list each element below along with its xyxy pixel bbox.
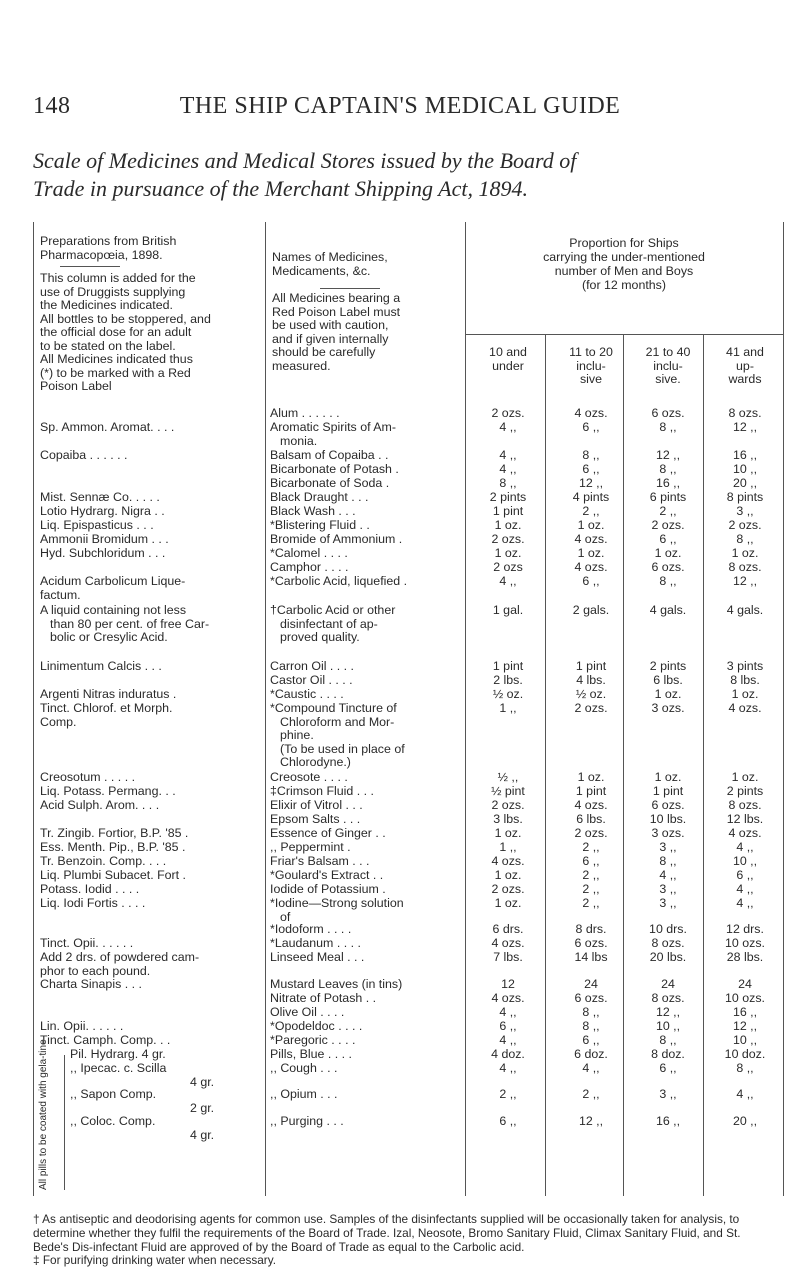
- names-header-line: measured.: [272, 358, 331, 373]
- quantity-cell: 2 ,,: [582, 504, 600, 518]
- quantity-cell: 2 pints: [649, 659, 687, 673]
- quantity-cell: 4 ,,: [659, 868, 677, 882]
- quantity-cell: 2 pints: [489, 490, 527, 504]
- quantity-cell: 4 ozs.: [491, 854, 525, 868]
- medicine-name-cell: of: [280, 909, 291, 924]
- quantity-cell: 1 oz.: [577, 770, 605, 784]
- quantity-cell: 3 ,,: [659, 882, 677, 896]
- medicine-name-cell: monia.: [280, 433, 318, 448]
- quantity-cell: 2 ,,: [582, 896, 600, 910]
- quantity-cell: 10 ozs.: [725, 936, 765, 950]
- medicine-name-cell: Mustard Leaves (in tins): [270, 977, 403, 991]
- quantity-cell: 2 lbs.: [493, 673, 523, 687]
- quantity-cell: 8 ,,: [582, 1005, 600, 1019]
- title-line-2: Trade in pursuance of the Merchant Shipping Act, 1894.: [33, 176, 528, 201]
- quantity-cell: 3 lbs.: [493, 812, 523, 826]
- quantity-cell: 12 ,,: [732, 574, 758, 588]
- medicine-name-cell: *Laudanum . . . .: [270, 936, 361, 950]
- crew-size-header: 10 and: [489, 345, 527, 359]
- medicine-name-cell: Epsom Salts . . .: [270, 812, 361, 826]
- running-head: [0, 93, 800, 120]
- quantity-cell: 28 lbs.: [726, 950, 764, 964]
- crew-size-header: 21 to 40: [645, 345, 691, 359]
- medicine-name-cell: *Opodeldoc . . . .: [270, 1019, 363, 1033]
- quantity-cell: 6 drs.: [492, 922, 524, 936]
- quantity-cell: 1 oz.: [577, 518, 605, 532]
- preparation-cell: Acidum Carbolicum Lique-: [40, 574, 186, 588]
- medicine-name-cell: Carron Oil . . . .: [270, 659, 354, 673]
- preparation-cell: ,, Sapon Comp.: [70, 1087, 157, 1101]
- quantity-cell: 6 ozs.: [651, 406, 685, 420]
- quantity-cell: 4 ,,: [736, 882, 754, 896]
- quantity-cell: 6 ,,: [736, 868, 754, 882]
- preparation-cell: ,, Ipecac. c. Scilla: [70, 1061, 167, 1075]
- preparations-header-line: use of Druggists supplying: [40, 284, 186, 299]
- preparation-cell: Lin. Opii. . . . . .: [40, 1019, 124, 1033]
- quantity-cell: 1 oz.: [494, 896, 522, 910]
- quantity-cell: 10 ozs.: [725, 991, 765, 1005]
- preparations-header-line: Preparations from British: [40, 234, 177, 248]
- table-rule-vertical: [33, 222, 34, 1196]
- quantity-cell: 2 ,,: [659, 504, 677, 518]
- quantity-cell: 12 lbs.: [726, 812, 764, 826]
- names-header-line: Medicaments, &c.: [272, 263, 371, 278]
- quantity-cell: 1 oz.: [731, 546, 759, 560]
- proportion-header-line: carrying the under-mentioned: [543, 250, 705, 264]
- medicine-name-cell: Bromide of Ammonium .: [270, 532, 403, 546]
- medicine-name-cell: Aromatic Spirits of Am-: [270, 420, 396, 434]
- quantity-cell: 1 oz.: [654, 770, 682, 784]
- medicine-name-cell: Chloroform and Mor-: [280, 714, 395, 729]
- quantity-cell: 2 ozs.: [491, 882, 525, 896]
- medicine-name-cell: disinfectant of ap-: [280, 616, 378, 631]
- table-rule-vertical: [465, 222, 466, 1196]
- quantity-cell: 2 ,,: [582, 882, 600, 896]
- quantity-cell: 6 ,,: [499, 1114, 517, 1128]
- medicine-name-cell: phine.: [280, 728, 314, 743]
- quantity-cell: 8 ozs.: [651, 936, 685, 950]
- quantity-cell: 4 gals.: [726, 603, 764, 617]
- quantity-cell: 6 lbs.: [653, 673, 683, 687]
- medicine-name-cell: *Paregoric . . . .: [270, 1033, 356, 1047]
- quantity-cell: 1 pint: [492, 659, 524, 673]
- title-line-1: Scale of Medicines and Medical Stores issued by the Board of: [33, 148, 577, 173]
- quantity-cell: 3 ,,: [736, 504, 754, 518]
- proportion-header-line: Proportion for Ships: [569, 236, 679, 250]
- crew-size-header: 41 and: [726, 345, 764, 359]
- quantity-cell: 4 ,,: [499, 1033, 517, 1047]
- quantity-cell: 8 ,,: [582, 448, 600, 462]
- preparations-header-line: the official dose for an adult: [40, 325, 192, 339]
- quantity-cell: 8 drs.: [575, 922, 607, 936]
- header-underline: [60, 266, 120, 267]
- names-header-line: Names of Medicines,: [272, 250, 388, 264]
- preparation-cell: phor to each pound.: [40, 963, 151, 978]
- preparation-cell: Liq. Potass. Permang. . .: [40, 784, 176, 798]
- medicine-name-cell: (To be used in place of: [280, 741, 405, 756]
- quantity-cell: 3 ozs.: [651, 701, 685, 715]
- quantity-cell: 8 ,,: [659, 1033, 677, 1047]
- quantity-cell: 4 ,,: [499, 448, 517, 462]
- quantity-cell: 1 gal.: [492, 603, 524, 617]
- names-header-line: should be carefully: [272, 345, 376, 359]
- medicine-name-cell: *Caustic . . . .: [270, 687, 344, 701]
- quantity-cell: 1 pint: [575, 659, 607, 673]
- quantity-cell: 4 ,,: [499, 574, 517, 588]
- quantity-cell: 8 ozs.: [728, 406, 762, 420]
- preparations-header-line: This column is added for the: [40, 271, 196, 285]
- crew-size-header: sive.: [655, 372, 681, 386]
- quantity-cell: 1 oz.: [494, 868, 522, 882]
- quantity-cell: 12 ,,: [732, 1019, 758, 1033]
- quantity-cell: 4 ozs.: [574, 532, 608, 546]
- quantity-cell: 8 ,,: [582, 1019, 600, 1033]
- crew-size-header: inclu-: [653, 358, 683, 373]
- medicine-name-cell: *Iodine—Strong solution: [270, 896, 404, 910]
- names-header-line: All Medicines bearing a: [272, 291, 401, 305]
- crew-size-header: wards: [728, 372, 762, 386]
- quantity-cell: 1 oz.: [494, 826, 522, 840]
- quantity-cell: 16 ,,: [732, 448, 758, 462]
- pill-coating-note: All pills to be coated with gela-tine: [38, 1039, 49, 1190]
- quantity-cell: 6 ozs.: [651, 560, 685, 574]
- header-underline: [320, 288, 380, 289]
- quantity-cell: 6 doz.: [574, 1047, 608, 1061]
- preparations-header-line: All Medicines indicated thus: [40, 352, 193, 366]
- quantity-cell: 1 ,,: [499, 701, 517, 715]
- preparation-cell: 4 gr.: [190, 1074, 215, 1089]
- quantity-cell: 8 pints: [726, 490, 764, 504]
- preparation-cell: Creosotum . . . . .: [40, 770, 136, 784]
- quantity-cell: 4 lbs.: [576, 673, 606, 687]
- medicine-name-cell: Black Wash . . .: [270, 504, 356, 518]
- preparation-cell: A liquid containing not less: [40, 603, 187, 617]
- preparations-header-line: Poison Label: [40, 379, 112, 393]
- medicine-name-cell: Linseed Meal . . .: [270, 950, 365, 964]
- quantity-cell: 10 ,,: [732, 462, 758, 476]
- quantity-cell: 12: [501, 977, 515, 991]
- quantity-cell: 2 ozs.: [491, 532, 525, 546]
- medicine-name-cell: Bicarbonate of Soda .: [270, 476, 390, 490]
- quantity-cell: 4 ozs.: [728, 701, 762, 715]
- quantity-cell: 2 ,,: [582, 868, 600, 882]
- pill-brace: [64, 1055, 65, 1190]
- quantity-cell: 8 ,,: [736, 1061, 754, 1075]
- quantity-cell: 10 ,,: [732, 854, 758, 868]
- quantity-cell: 6 ozs.: [574, 991, 608, 1005]
- medicine-name-cell: †Carbolic Acid or other: [270, 603, 396, 617]
- medicine-name-cell: ,, Peppermint .: [270, 840, 351, 854]
- quantity-cell: 12 ,,: [578, 476, 604, 490]
- quantity-cell: 10 ,,: [655, 1019, 681, 1033]
- crew-size-header: 11 to 20: [569, 345, 613, 359]
- quantity-cell: 10 drs.: [649, 922, 687, 936]
- quantity-cell: 2 ozs.: [574, 826, 608, 840]
- medicine-name-cell: Chlorodyne.): [280, 755, 351, 770]
- quantity-cell: 2 ,,: [582, 1087, 600, 1101]
- quantity-cell: 1 oz.: [654, 687, 682, 701]
- quantity-cell: 24: [661, 977, 675, 991]
- quantity-cell: 8 ozs.: [728, 560, 762, 574]
- preparation-cell: Pil. Hydrarg. 4 gr.: [70, 1047, 166, 1061]
- quantity-cell: 20 ,,: [732, 476, 758, 490]
- quantity-cell: 4 ,,: [499, 462, 517, 476]
- preparation-cell: than 80 per cent. of free Car-: [50, 616, 210, 631]
- quantity-cell: ½ ,,: [497, 770, 519, 784]
- quantity-cell: 8 ,,: [659, 574, 677, 588]
- quantity-cell: 1 pint: [652, 784, 684, 798]
- preparation-cell: Ammonii Bromidum . . .: [40, 532, 169, 546]
- quantity-cell: 2 pints: [726, 784, 764, 798]
- quantity-cell: 12 drs.: [726, 922, 764, 936]
- quantity-cell: ½ oz.: [575, 687, 607, 701]
- quantity-cell: 8 ,,: [659, 462, 677, 476]
- quantity-cell: 6 ,,: [582, 574, 600, 588]
- quantity-cell: 8 ,,: [659, 854, 677, 868]
- preparation-cell: Add 2 drs. of powdered cam-: [40, 950, 200, 964]
- quantity-cell: 6 ,,: [582, 1033, 600, 1047]
- quantity-cell: 12 ,,: [655, 1005, 681, 1019]
- footnote-disinfectants: † As antiseptic and deodorising agents for common use. Samples of the disinfectants supplied will be occasionally taken for analysis, to determine whether they fulfil the requirements of the Board of Trade. Izal, Neosote, Bromo Sanitary Fluid, Climax Sanitary Fluid, and St. Bede's Dis-infectant Fluid are approved of by the Board of Trade as equal to the Carbolic acid.: [33, 1212, 741, 1254]
- quantity-cell: 4 ozs.: [728, 826, 762, 840]
- names-header-line: be used with caution,: [272, 318, 389, 332]
- preparation-cell: Linimentum Calcis . . .: [40, 659, 162, 673]
- quantity-cell: 3 ozs.: [651, 826, 685, 840]
- quantity-cell: 6 ,,: [582, 420, 600, 434]
- medicine-name-cell: Castor Oil . . . .: [270, 673, 353, 687]
- quantity-cell: 2 ozs: [493, 560, 523, 574]
- running-head-text: THE SHIP CAPTAIN'S MEDICAL GUIDE: [179, 93, 621, 119]
- medicine-name-cell: Alum . . . . . .: [270, 406, 340, 420]
- preparations-header-line: to be stated on the label.: [40, 338, 176, 353]
- quantity-cell: 4 ,,: [736, 896, 754, 910]
- quantity-cell: 2 ,,: [582, 840, 600, 854]
- quantity-cell: 3 ,,: [659, 840, 677, 854]
- quantity-cell: 4 ,,: [582, 1061, 600, 1075]
- quantity-cell: 6 lbs.: [576, 812, 606, 826]
- quantity-cell: 1 pint: [492, 504, 524, 518]
- quantity-cell: 2 ozs.: [574, 701, 608, 715]
- quantity-cell: 8 ,,: [499, 476, 517, 490]
- preparation-cell: 4 gr.: [190, 1127, 215, 1142]
- quantity-cell: ½ oz.: [492, 687, 524, 701]
- quantity-cell: 8 lbs.: [730, 673, 760, 687]
- medicine-name-cell: *Goulard's Extract . .: [270, 868, 384, 882]
- medicine-name-cell: ,, Cough . . .: [270, 1061, 338, 1075]
- quantity-cell: 7 lbs.: [493, 950, 523, 964]
- page-number: 148: [33, 93, 71, 119]
- medicine-name-cell: Friar's Balsam . . .: [270, 854, 370, 868]
- quantity-cell: 8 doz.: [651, 1047, 685, 1061]
- quantity-cell: 8 ,,: [659, 420, 677, 434]
- quantity-cell: 3 ,,: [659, 1087, 677, 1101]
- quantity-cell: 4 ozs.: [574, 560, 608, 574]
- quantity-cell: 1 oz.: [731, 687, 759, 701]
- medicine-name-cell: ,, Purging . . .: [270, 1114, 344, 1128]
- crew-size-header: inclu-: [576, 358, 606, 373]
- medicine-name-cell: ,, Opium . . .: [270, 1087, 338, 1101]
- quantity-cell: 4 pints: [572, 490, 610, 504]
- medicine-name-cell: Black Draught . . .: [270, 490, 369, 504]
- medicine-name-cell: Olive Oil . . . .: [270, 1005, 345, 1019]
- quantity-cell: 10 ,,: [732, 1033, 758, 1047]
- quantity-cell: 4 ozs.: [574, 798, 608, 812]
- quantity-cell: 1 pint: [575, 784, 607, 798]
- quantity-cell: 12 ,,: [655, 448, 681, 462]
- quantity-cell: 3 pints: [726, 659, 764, 673]
- medicine-name-cell: *Compound Tincture of: [270, 701, 397, 715]
- preparation-cell: Copaiba . . . . . .: [40, 448, 128, 462]
- quantity-cell: 12 ,,: [578, 1114, 604, 1128]
- preparation-cell: Argenti Nitras induratus .: [40, 687, 177, 701]
- preparation-cell: 2 gr.: [190, 1100, 215, 1115]
- quantity-cell: 1 oz.: [494, 518, 522, 532]
- quantity-cell: 8 ,,: [736, 532, 754, 546]
- quantity-cell: 1 oz.: [654, 546, 682, 560]
- quantity-cell: 2 ozs.: [728, 518, 762, 532]
- footnote-crimson-fluid: ‡ For purifying drinking water when necessary.: [33, 1253, 277, 1267]
- preparations-header-line: All bottles to be stoppered, and: [40, 311, 211, 326]
- preparation-cell: Hyd. Subchloridum . . .: [40, 546, 166, 560]
- medicine-name-cell: Pills, Blue . . . .: [270, 1047, 352, 1061]
- quantity-cell: 1 oz.: [731, 770, 759, 784]
- quantity-cell: 4 ,,: [499, 1005, 517, 1019]
- quantity-cell: 2 ozs.: [491, 798, 525, 812]
- preparation-cell: Potass. Iodid . . . .: [40, 882, 140, 896]
- preparation-cell: Liq. Plumbi Subacet. Fort .: [40, 868, 187, 882]
- proportion-header-line: (for 12 months): [581, 278, 666, 292]
- quantity-cell: 4 ,,: [736, 1087, 754, 1101]
- quantity-cell: 4 doz.: [491, 1047, 525, 1061]
- quantity-cell: 20 ,,: [732, 1114, 758, 1128]
- medicine-name-cell: Balsam of Copaiba . .: [270, 448, 389, 462]
- quantity-cell: 14 lbs: [574, 950, 608, 964]
- preparation-cell: Tr. Zingib. Fortior, B.P. '85 .: [40, 826, 189, 840]
- quantity-cell: 2 gals.: [572, 603, 610, 617]
- medicine-name-cell: *Carbolic Acid, liquefied .: [270, 574, 408, 588]
- medicine-name-cell: proved quality.: [280, 630, 360, 645]
- preparation-cell: Liq. Epispasticus . . .: [40, 518, 154, 532]
- quantity-cell: 4 ozs.: [491, 936, 525, 950]
- quantity-cell: ½ pint: [491, 784, 525, 798]
- quantity-cell: 4 ozs.: [574, 406, 608, 420]
- preparations-header-line: (*) to be marked with a Red: [40, 365, 191, 380]
- quantity-cell: 16 ,,: [732, 1005, 758, 1019]
- table-rule-vertical: [265, 222, 266, 1196]
- quantity-cell: 2 ,,: [499, 1087, 517, 1101]
- quantity-cell: 1 ,,: [499, 840, 517, 854]
- preparation-cell: Acid Sulph. Arom. . . .: [40, 798, 160, 812]
- crew-size-header: up-: [736, 358, 754, 373]
- preparation-cell: factum.: [40, 587, 81, 602]
- quantity-cell: 2 ozs.: [491, 406, 525, 420]
- quantity-cell: 6 ,,: [582, 462, 600, 476]
- preparation-cell: Tinct. Chlorof. et Morph.: [40, 701, 173, 715]
- preparation-cell: Mist. Sennæ Co. . . . .: [40, 490, 160, 504]
- quantity-cell: 6 pints: [649, 490, 687, 504]
- medicine-name-cell: Iodide of Potassium .: [270, 882, 386, 896]
- medicine-name-cell: *Iodoform . . . .: [270, 922, 352, 936]
- table-rule-horizontal: [465, 334, 783, 335]
- preparation-cell: Tinct. Camph. Comp. . .: [40, 1033, 171, 1047]
- medicine-name-cell: Creosote . . . .: [270, 770, 348, 784]
- preparations-header-line: the Medicines indicated.: [40, 298, 173, 312]
- quantity-cell: 20 lbs.: [649, 950, 687, 964]
- quantity-cell: 3 ,,: [659, 896, 677, 910]
- crew-size-header: sive: [579, 372, 603, 386]
- names-header-line: and if given internally: [272, 331, 389, 346]
- quantity-cell: 6 ,,: [659, 532, 677, 546]
- quantity-cell: 6 ,,: [659, 1061, 677, 1075]
- medicine-name-cell: Camphor . . . .: [270, 560, 349, 574]
- preparation-cell: Charta Sinapis . . .: [40, 977, 142, 991]
- quantity-cell: 4 gals.: [649, 603, 687, 617]
- preparation-cell: bolic or Cresylic Acid.: [50, 630, 168, 645]
- medicine-name-cell: Bicarbonate of Potash .: [270, 462, 399, 476]
- quantity-cell: 1 oz.: [577, 546, 605, 560]
- proportion-header-line: number of Men and Boys: [554, 264, 694, 278]
- quantity-cell: 4 ,,: [736, 840, 754, 854]
- quantity-cell: 6 ,,: [499, 1019, 517, 1033]
- quantity-cell: 10 lbs.: [649, 812, 687, 826]
- quantity-cell: 16 ,,: [655, 476, 681, 490]
- names-header-line: Red Poison Label must: [272, 304, 401, 319]
- preparation-cell: Sp. Ammon. Aromat. . . .: [40, 420, 175, 434]
- quantity-cell: 12 ,,: [732, 420, 758, 434]
- preparation-cell: Tinct. Opii. . . . . .: [40, 936, 134, 950]
- crew-size-header: under: [492, 358, 524, 373]
- quantity-cell: 16 ,,: [655, 1114, 681, 1128]
- quantity-cell: 4 ozs.: [491, 991, 525, 1005]
- quantity-cell: 6 ozs.: [651, 798, 685, 812]
- preparation-cell: Tr. Benzoin. Comp. . . .: [40, 854, 167, 868]
- medicine-name-cell: Essence of Ginger . .: [270, 826, 386, 840]
- quantity-cell: 8 ozs.: [651, 991, 685, 1005]
- quantity-cell: 4 ,,: [499, 420, 517, 434]
- quantity-cell: 6 ozs.: [574, 936, 608, 950]
- medicine-name-cell: Nitrate of Potash . .: [270, 991, 377, 1005]
- preparations-header-line: Pharmacopœia, 1898.: [40, 247, 163, 262]
- medicine-name-cell: *Calomel . . . .: [270, 546, 348, 560]
- preparation-cell: Liq. Iodi Fortis . . . .: [40, 896, 146, 910]
- quantity-cell: 2 ozs.: [651, 518, 685, 532]
- preparation-cell: Lotio Hydrarg. Nigra . .: [40, 504, 165, 518]
- medicine-name-cell: Elixir of Vitrol . . .: [270, 798, 363, 812]
- quantity-cell: 8 ozs.: [728, 798, 762, 812]
- quantity-cell: 24: [738, 977, 752, 991]
- medicine-name-cell: ‡Crimson Fluid . . .: [270, 784, 374, 798]
- quantity-cell: 6 ,,: [582, 854, 600, 868]
- quantity-cell: 24: [584, 977, 598, 991]
- quantity-cell: 4 ,,: [499, 1061, 517, 1075]
- preparation-cell: Comp.: [40, 714, 77, 729]
- quantity-cell: 1 oz.: [494, 546, 522, 560]
- quantity-cell: 10 doz.: [724, 1047, 766, 1061]
- medicine-name-cell: *Blistering Fluid . .: [270, 518, 370, 532]
- preparation-cell: ,, Coloc. Comp.: [70, 1114, 156, 1128]
- preparation-cell: Ess. Menth. Pip., B.P. '85 .: [40, 840, 186, 854]
